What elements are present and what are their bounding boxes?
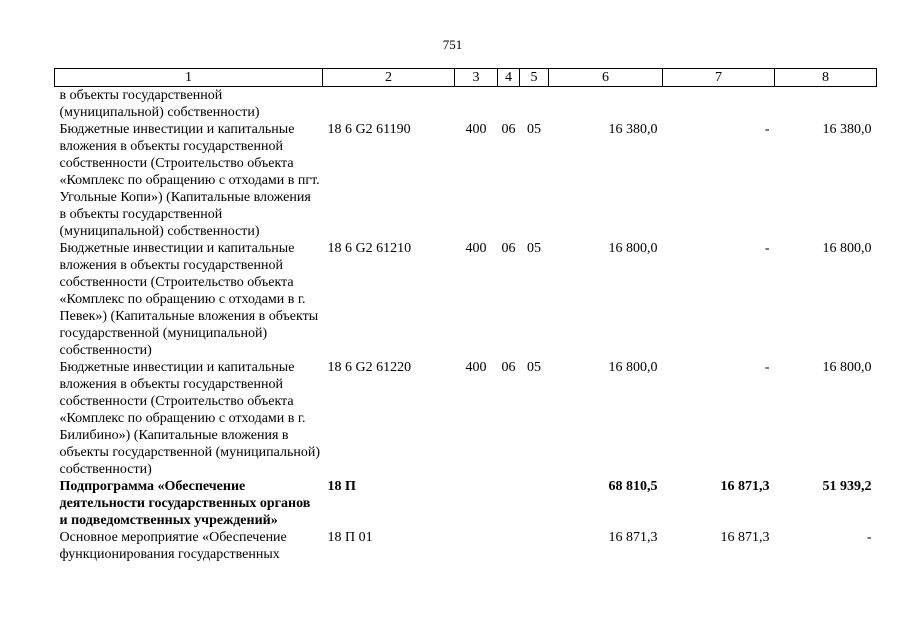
header-row: [55, 69, 877, 87]
row-col-3: 400: [465, 360, 487, 375]
table-row: [55, 478, 877, 529]
row-code: 18 П 01: [327, 530, 373, 545]
row-col-6: 68 810,5: [608, 479, 658, 494]
table-row: [55, 359, 877, 478]
row-name: Подпрограмма «Обеспечение деятельности государственных органов и подведомственных учреждений»: [59, 479, 311, 528]
row-col-4: [498, 478, 520, 529]
row-col-5: [520, 87, 549, 122]
row-col-8: 51 939,2: [822, 479, 872, 494]
budget-table: [54, 68, 877, 563]
table-row: [55, 529, 877, 563]
row-col-3: [455, 529, 498, 563]
row-col-3: [455, 87, 498, 122]
row-col-5: 05: [527, 241, 541, 256]
header-col-6: 6: [549, 69, 663, 87]
row-code: 18 П: [327, 479, 356, 494]
row-col-3: [455, 478, 498, 529]
table-row: [55, 87, 877, 122]
row-col-7: 16 871,3: [720, 479, 770, 494]
row-col-7: -: [764, 360, 770, 375]
row-code: [323, 87, 455, 122]
row-col-6: 16 800,0: [608, 360, 658, 375]
row-col-6: 16 800,0: [608, 241, 658, 256]
row-col-8: -: [866, 530, 872, 545]
row-col-3: 400: [465, 241, 487, 256]
row-name: Бюджетные инвестиции и капитальные вложения в объекты государственной собственности (Строительство объекта «Комплекс по обращению с отходами в пгт. Угольные Копи») (Капитальные вложения в объекты государственной (муниципальной) собственности): [59, 122, 320, 239]
table-body: [55, 87, 877, 564]
header-col-8: 8: [775, 69, 877, 87]
row-col-7: -: [764, 122, 770, 137]
header-col-2: 2: [323, 69, 455, 87]
row-col-4: [498, 529, 520, 563]
row-col-6: 16 380,0: [608, 122, 658, 137]
header-col-4: 4: [498, 69, 520, 87]
header-col-7: 7: [663, 69, 775, 87]
row-col-5: [520, 478, 549, 529]
table-row: [55, 240, 877, 359]
row-col-4: 06: [501, 241, 516, 256]
row-name: Основное мероприятие «Обеспечение функционирования государственных: [59, 530, 287, 562]
row-col-6: [549, 87, 663, 122]
row-col-4: [498, 87, 520, 122]
row-code: 18 6 G2 61210: [327, 241, 412, 256]
row-col-7: [663, 87, 775, 122]
row-col-7: -: [764, 241, 770, 256]
row-col-4: 06: [501, 360, 516, 375]
row-col-7: 16 871,3: [720, 530, 770, 545]
row-col-3: 400: [465, 122, 487, 137]
row-col-5: [520, 529, 549, 563]
row-name: Бюджетные инвестиции и капитальные вложения в объекты государственной собственности (Строительство объекта «Комплекс по обращению с отходами в г. Билибино») (Капитальные вложения в объекты государственной (муниципальной) собственности): [59, 360, 320, 477]
table-row: [55, 121, 877, 240]
row-col-5: 05: [527, 360, 541, 375]
header-col-3: 3: [455, 69, 498, 87]
row-code: 18 6 G2 61220: [327, 360, 412, 375]
row-col-8: [775, 87, 877, 122]
row-col-8: 16 800,0: [822, 241, 872, 256]
row-col-4: 06: [501, 122, 516, 137]
row-name: в объекты государственной (муниципальной) собственности): [59, 88, 260, 120]
row-col-8: 16 380,0: [822, 122, 872, 137]
row-col-8: 16 800,0: [822, 360, 872, 375]
row-col-5: 05: [527, 122, 541, 137]
row-col-6: 16 871,3: [608, 530, 658, 545]
table-header: [55, 69, 877, 87]
row-name: Бюджетные инвестиции и капитальные вложения в объекты государственной собственности (Строительство объекта «Комплекс по обращению с отходами в г. Певек») (Капитальные вложения в объекты государственной (муниципальной) собственности): [59, 241, 319, 358]
page-number: 751: [442, 37, 463, 52]
row-code: 18 6 G2 61190: [327, 122, 411, 137]
header-col-5: 5: [520, 69, 549, 87]
header-col-1: 1: [55, 69, 323, 87]
